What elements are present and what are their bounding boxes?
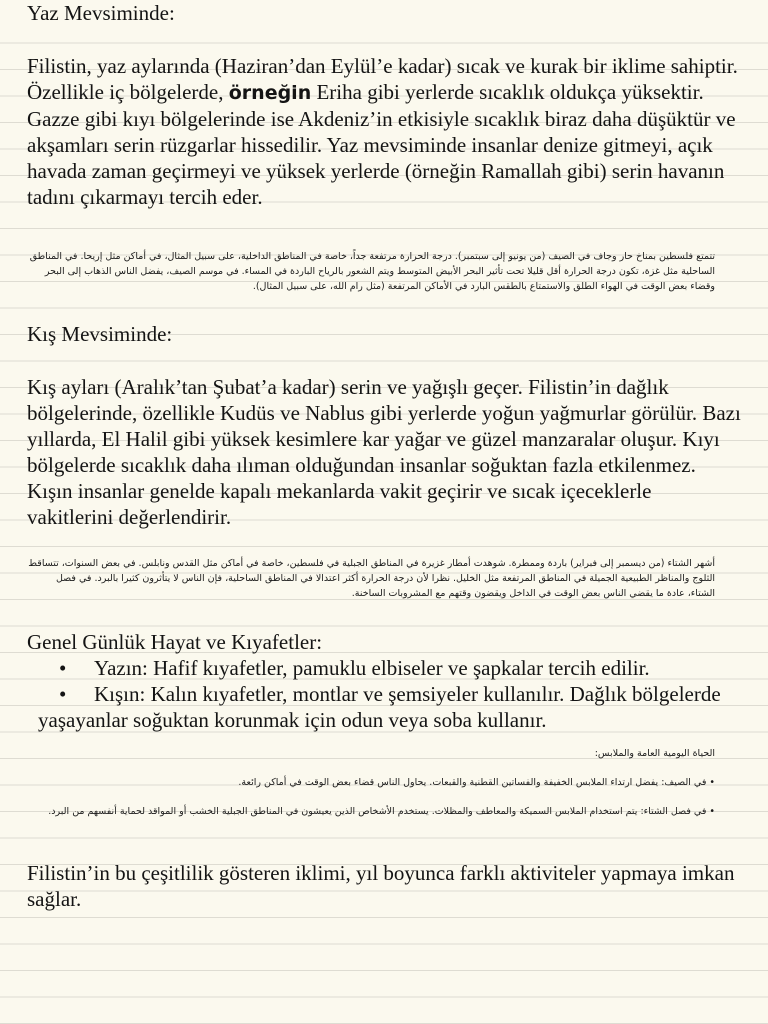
clothing-bullet-list	[38, 655, 743, 733]
daily-life-arabic-heading: الحياة اليومية العامة والملابس:	[594, 748, 715, 759]
bullet-icon: •	[59, 656, 67, 680]
daily-life-heading: Genel Günlük Hayat ve Kıyafetler:	[27, 630, 323, 654]
winter-paragraph: Kış ayları (Aralık’tan Şubat’a kadar) serin ve yağışlı geçer. Filistin’in dağlık bölgelerinde, özellikle Kudüs ve Nablus gibi yerlerde yoğun yağmurlar görülür. Bazı yıllarda, El Halil gibi yüksek kesimlere kar yağar ve güzel manzaralar oluşur. Kıyı bölgelerde sıcaklık daha ılıman olduğundan insanlar soğuktan fazla etkilenmez. Kışın insanlar genelde kapalı mekanlarda vakit geçirir ve sıcak içeceklerle vakitlerini değerlendirir.	[27, 375, 741, 529]
list-item	[38, 655, 743, 681]
winter-arabic-paragraph: أشهر الشتاء (من ديسمبر إلى فبراير) باردة وممطرة. شوهدت أمطار غزيرة في المناطق الجبلية في فلسطين، خاصة في أماكن مثل القدس ونابلس. في بعض السنوات، تتساقط الثلوج والمناظر الطبيعية الجميلة في المناطق المرتفعة مثل الخليل. نظرا لأن درجة الحرارة أكثر اعتدالا في المناطق الساحلية، فإن الناس لا يتأثرون كثيرا بالبرد. في فصل الشتاء، عادة ما يقضي الناس بعض الوقت في الداخل ويقضون وقتهم مع المشروبات الساخنة.	[28, 558, 715, 599]
winter-heading: Kış Mevsiminde:	[27, 322, 173, 346]
bullet-icon: •	[59, 682, 67, 706]
winter-clothing-text: Kışın: Kalın kıyafetler, montlar ve şemsiyeler kullanılır. Dağlık bölgelerde yaşayanlar soğuktan korunmak için odun veya soba kullanır.	[38, 682, 721, 732]
summer-heading: Yaz Mevsiminde:	[27, 1, 175, 25]
summer-emphasis-word: örneğin	[228, 82, 312, 104]
conclusion-paragraph: Filistin’in bu çeşitlilik gösteren iklimi, yıl boyunca farklı aktiviteler yapmaya imkan sağlar.	[27, 861, 735, 911]
summer-clothing-text: Yazın: Hafif kıyafetler, pamuklu elbiseler ve şapkalar tercih edilir.	[94, 656, 650, 680]
summer-paragraph	[27, 53, 743, 210]
summer-paragraph-end: Eriha gibi yerlerde sıcaklık oldukça yüksektir. Gazze gibi kıyı bölgelerinde ise Akdeniz’in etkisiyle sıcaklık biraz daha düşüktür ve akşamları serin rüzgarlar hissedilir. Yaz mevsiminde insanlar denize gitmeyi, açık havada zaman geçirmeyi ve yüksek yerlerde (örneğin Ramallah gibi) serin havanın tadını çıkarmayı tercih eder.	[27, 80, 736, 209]
list-item	[38, 681, 743, 733]
summer-arabic-paragraph: تتمتع فلسطين بمناخ حار وجاف في الصيف (من يونيو إلى سبتمبر). درجة الحرارة مرتفعة جداً، خاصة في المناطق الداخلية، على سبيل المثال، في أماكن مثل إريحا. في المناطق الساحلية مثل غزة، تكون درجة الحرارة أقل قليلا تحت تأثير البحر الأبيض المتوسط ويتم الشعور بالرياح الباردة في المساء. في موسم الصيف، يفضل الناس الذهاب إلى البحر وقضاء بعض الوقت في الهواء الطلق والاستمتاع بالطقس البارد في الأماكن المرتفعة (مثل رام الله، على سبيل المثال).	[29, 251, 715, 292]
winter-clothing-arabic: • في فصل الشتاء: يتم استخدام الملابس السميكة والمعاطف والمظلات. يستخدم الأشخاص الذين يعيشون في المناطق الجبلية الخشب أو المواقد لحماية أنفسهم من البرد.	[48, 806, 715, 817]
summer-paragraph-start: Filistin, yaz aylarında (Haziran’dan Eylül’e kadar) sıcak ve kurak bir iklime sahiptir. Özellikle iç bölgelerde,	[27, 54, 738, 104]
summer-clothing-arabic: • في الصيف: يفضل ارتداء الملابس الخفيفة والفساتين القطنية والقبعات. يحاول الناس قضاء بعض الوقت في أماكن رائعة.	[238, 777, 715, 788]
